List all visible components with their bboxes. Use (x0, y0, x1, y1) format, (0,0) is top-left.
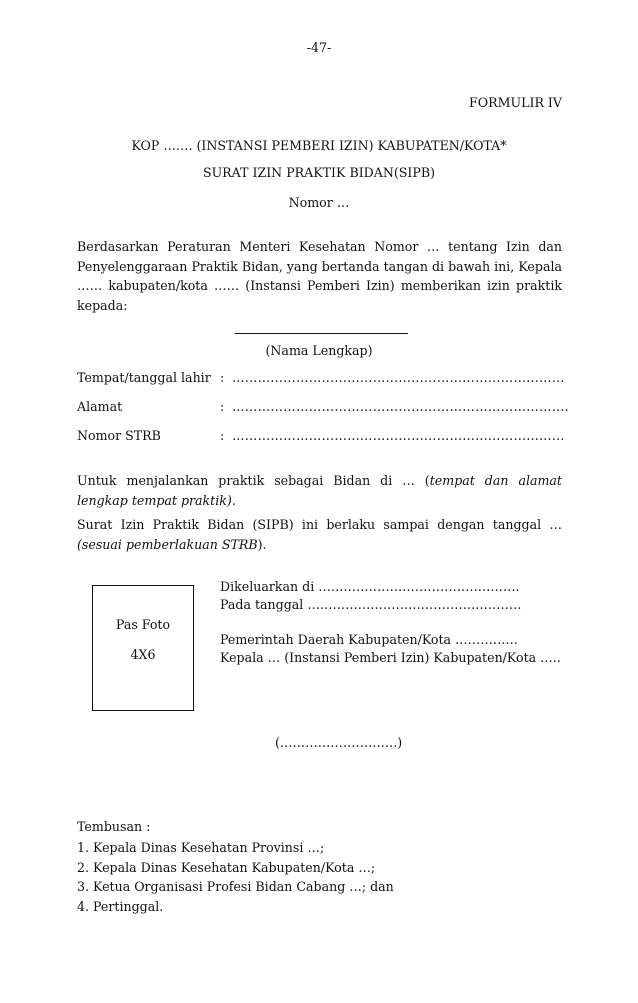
issued-date: Pada tanggal …………………………………………… (220, 597, 522, 612)
signature-placeholder: (……………………….) (275, 735, 403, 750)
list-item (77, 897, 394, 917)
list-text: Kepala Dinas Kesehatan Provinsi …; (93, 840, 325, 855)
issuer-head: Kepala … (Instansi Pemberi Izin) Kabupaten/Kota ….. (220, 650, 561, 665)
issued-place: Dikeluarkan di ………………………………………… (220, 579, 520, 594)
list-text: Ketua Organisasi Profesi Bidan Cabang …; dan (93, 879, 394, 895)
practice-text: Untuk menjalankan praktik sebagai Bidan di … ( (77, 473, 430, 488)
list-item (77, 877, 394, 897)
list-number: 2. (77, 859, 90, 875)
field-colon: : (220, 428, 225, 443)
field-label: Nomor STRB (77, 428, 161, 443)
name-signature-line (235, 333, 408, 334)
document-title: SURAT IZIN PRAKTIK BIDAN(SIPB) (202, 165, 436, 180)
validity-italic: (sesuai pemberlakuan STRB (77, 536, 258, 552)
kop-heading: KOP ……. (INSTANSI PEMBERI IZIN) KABUPATEN/KOTA* (131, 138, 507, 153)
full-name-label: (Nama Lengkap) (265, 343, 373, 358)
list-number: 4. (77, 898, 90, 914)
field-colon: : (220, 399, 225, 414)
field-label: Tempat/tanggal lahir (77, 370, 211, 385)
form-label: FORMULIR IV (469, 95, 562, 110)
list-number: 1. (77, 840, 90, 855)
validity-paragraph (77, 515, 562, 554)
photo-box (92, 585, 194, 711)
field-value: …………………………………………………………………… (232, 428, 565, 443)
validity-end: ). (257, 536, 267, 552)
list-text: Pertinggal. (93, 898, 164, 914)
cc-heading: Tembusan : (77, 819, 151, 834)
photo-size: 4X6 (130, 647, 156, 662)
document-number: Nomor … (288, 195, 350, 210)
list-item (77, 858, 394, 878)
issuer-government: Pemerintah Daerah Kabupaten/Kota …………… (220, 632, 519, 647)
list-text: Kepala Dinas Kesehatan Kabupaten/Kota …; (93, 859, 376, 875)
field-value: …………………………………………………………………… (232, 370, 565, 385)
validity-text: Surat Izin Praktik Bidan (SIPB) ini berlaku sampai dengan tanggal … (77, 517, 562, 532)
practice-italic: tempat dan alamat lengkap tempat praktik) (77, 473, 562, 508)
list-item (77, 838, 394, 858)
photo-label: Pas Foto (115, 617, 171, 632)
intro-text: Berdasarkan Peraturan Menteri Kesehatan Nomor … tentang Izin dan Penyelenggaraan Praktik Bidan, yang bertanda tangan di bawah ini, Kepala …… kabupaten/kota …… (Instansi Pemberi Izin) memberikan izin praktik kepada: (77, 239, 562, 313)
field-colon: : (220, 370, 225, 385)
field-value: ……………………………………………………………………. (232, 399, 569, 414)
field-label: Alamat (77, 399, 123, 414)
list-number: 3. (77, 879, 90, 895)
intro-paragraph (77, 237, 562, 315)
cc-list (77, 838, 394, 916)
practice-paragraph (77, 471, 562, 510)
practice-end: . (231, 492, 236, 508)
page-number: -47- (306, 40, 332, 55)
